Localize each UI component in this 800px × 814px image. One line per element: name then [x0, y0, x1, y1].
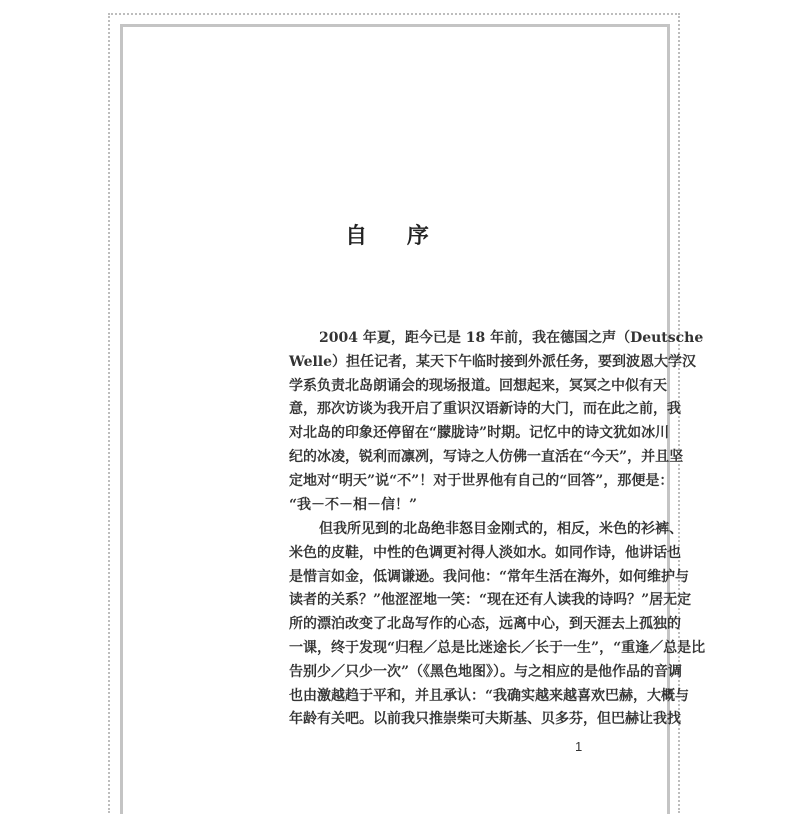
text-line: 所的漂泊改变了北岛写作的心态，远离中心，到天涯去上孤独的: [289, 616, 681, 633]
text-line: “我－不－相－信！”: [289, 496, 418, 513]
text-line: 米色的皮鞋，中性的色调更衬得人淡如水。如同作诗，他讲话也: [289, 544, 681, 561]
text-line: 纪的冰凌，锐利而凛冽，写诗之人仿佛一直活在“今天”，并且坚: [289, 449, 684, 465]
text-line: 告别少／只少一次”（《黑色地图》）。与之相应的是他作品的音调: [289, 663, 683, 680]
text-line: 一课，终于发现“归程／总是比迷途长／长于一生”，“重逢／总是比: [289, 640, 706, 656]
text-line: 学系负责北岛朗诵会的现场报道。回想起来，冥冥之中似有天: [289, 377, 667, 394]
text-line: 对北岛的印象还停留在“朦胧诗”时期。记忆中的诗文犹如冰川: [289, 425, 670, 442]
text-line: 也由激越趋于平和，并且承认：“我确实越来越喜欢巴赫，大概与: [289, 687, 690, 704]
text-line: 定地对“明天”说“不”！对于世界他有自己的“回答”，那便是：: [289, 472, 674, 489]
text-line: 读者的关系？”他涩涩地一笑：“现在还有人读我的诗吗？”居无定: [289, 592, 692, 609]
text-line: 是惜言如金，低调谦逊。我问他：“常年生活在海外，如何维护与: [289, 568, 690, 585]
text-line: 2004 年夏，距今已是 18 年前，我在德国之声（Deutsche: [319, 330, 704, 346]
text-line: 年龄有关吧。以前我只推崇柴可夫斯基、贝多芬，但巴赫让我找: [289, 711, 681, 728]
text-line: Welle）担任记者，某天下午临时接到外派任务，要到波恩大学汉: [289, 353, 697, 370]
page-title: 自 序: [345, 223, 445, 249]
page-number: 1: [575, 739, 583, 754]
text-line: 但我所见到的北岛绝非怒目金刚式的，相反，米色的衫裤、: [319, 521, 683, 537]
book-page: [120, 24, 706, 814]
text-line: 意，那次访谈为我开启了重识汉语新诗的大门，而在此之前，我: [289, 401, 681, 418]
